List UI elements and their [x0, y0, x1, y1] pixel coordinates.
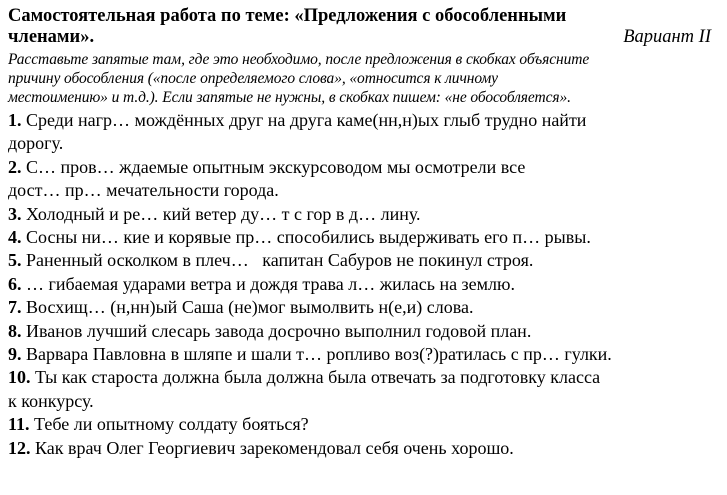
task-text: … гибаемая ударами ветра и дождя трава л… жилась на землю.	[21, 273, 515, 294]
worksheet-title-row-2	[8, 27, 721, 48]
task-list	[8, 109, 721, 460]
task-text: Раненный осколком в плеч… капитан Сабуров не покинул строя.	[21, 250, 534, 271]
task-3	[8, 203, 721, 226]
instructions	[8, 50, 721, 107]
task-4	[8, 226, 721, 249]
task-number: 8.	[8, 320, 22, 341]
worksheet-title-line-2: членами».	[8, 27, 95, 47]
task-1	[8, 109, 721, 156]
task-number: 10.	[8, 367, 31, 388]
task-number: 1.	[8, 110, 22, 130]
task-8	[8, 320, 721, 343]
task-12	[8, 437, 721, 460]
task-text: Как врач Олег Георгиевич зарекомендовал себя очень хорошо.	[30, 437, 514, 458]
task-text: Сосны ни… кие и корявые пр… способились выдерживать его п… рывы.	[21, 227, 591, 248]
task-5	[8, 249, 721, 272]
task-text-continued: к конкурсу.	[8, 390, 94, 411]
instructions-line-2: причину обособления («после определяемого слова», «относится к личному	[8, 70, 498, 87]
task-9	[8, 343, 721, 366]
task-text: Иванов лучший слесарь завода досрочно выполнил годовой план.	[21, 320, 532, 341]
task-text: Среди нагр… мождённых друг на друга каме(нн,н)ых глыб трудно найти	[21, 110, 587, 130]
task-number: 2.	[8, 156, 22, 177]
task-number: 9.	[8, 344, 22, 365]
task-6	[8, 273, 721, 296]
instructions-line-1: Расставьте запятые там, где это необходимо, после предложения в скобках объясните	[8, 51, 590, 68]
task-text-continued: дорогу.	[8, 133, 64, 154]
task-7	[8, 296, 721, 319]
task-text: Варвара Павловна в шляпе и шали т… ропливо воз(?)ратилась с пр… гулки.	[21, 344, 612, 365]
task-2	[8, 156, 721, 203]
variant-label: Вариант II	[623, 27, 711, 47]
task-number: 7.	[8, 297, 22, 318]
task-number: 5.	[8, 250, 22, 271]
task-number: 12.	[8, 437, 31, 458]
task-number: 4.	[8, 227, 22, 248]
task-10	[8, 366, 721, 413]
task-text: С… пров… ждаемые опытным экскурсоводом мы осмотрели все	[21, 156, 526, 177]
task-text: Восхищ… (н,нн)ый Саша (не)мог вымолвить н(е,и) слова.	[21, 297, 474, 318]
task-11	[8, 413, 721, 436]
task-text: Тебе ли опытному солдату бояться?	[29, 414, 309, 435]
task-number: 3.	[8, 203, 22, 224]
task-number: 6.	[8, 273, 22, 294]
instructions-line-3: местоимению» и т.д.). Если запятые не нужны, в скобках пишем: «не обособляется».	[8, 89, 571, 106]
task-text: Ты как староста должна была должна была отвечать за подготовку класса	[30, 367, 601, 388]
task-number: 11.	[8, 414, 30, 435]
task-text: Холодный и ре… кий ветер ду… т с гор в д… лину.	[21, 203, 421, 224]
worksheet-title-line-1: Самостоятельная работа по теме: «Предложения с обособленными	[8, 6, 567, 26]
worksheet-page	[8, 6, 721, 460]
task-text-continued: дост… пр… мечательности города.	[8, 180, 279, 201]
